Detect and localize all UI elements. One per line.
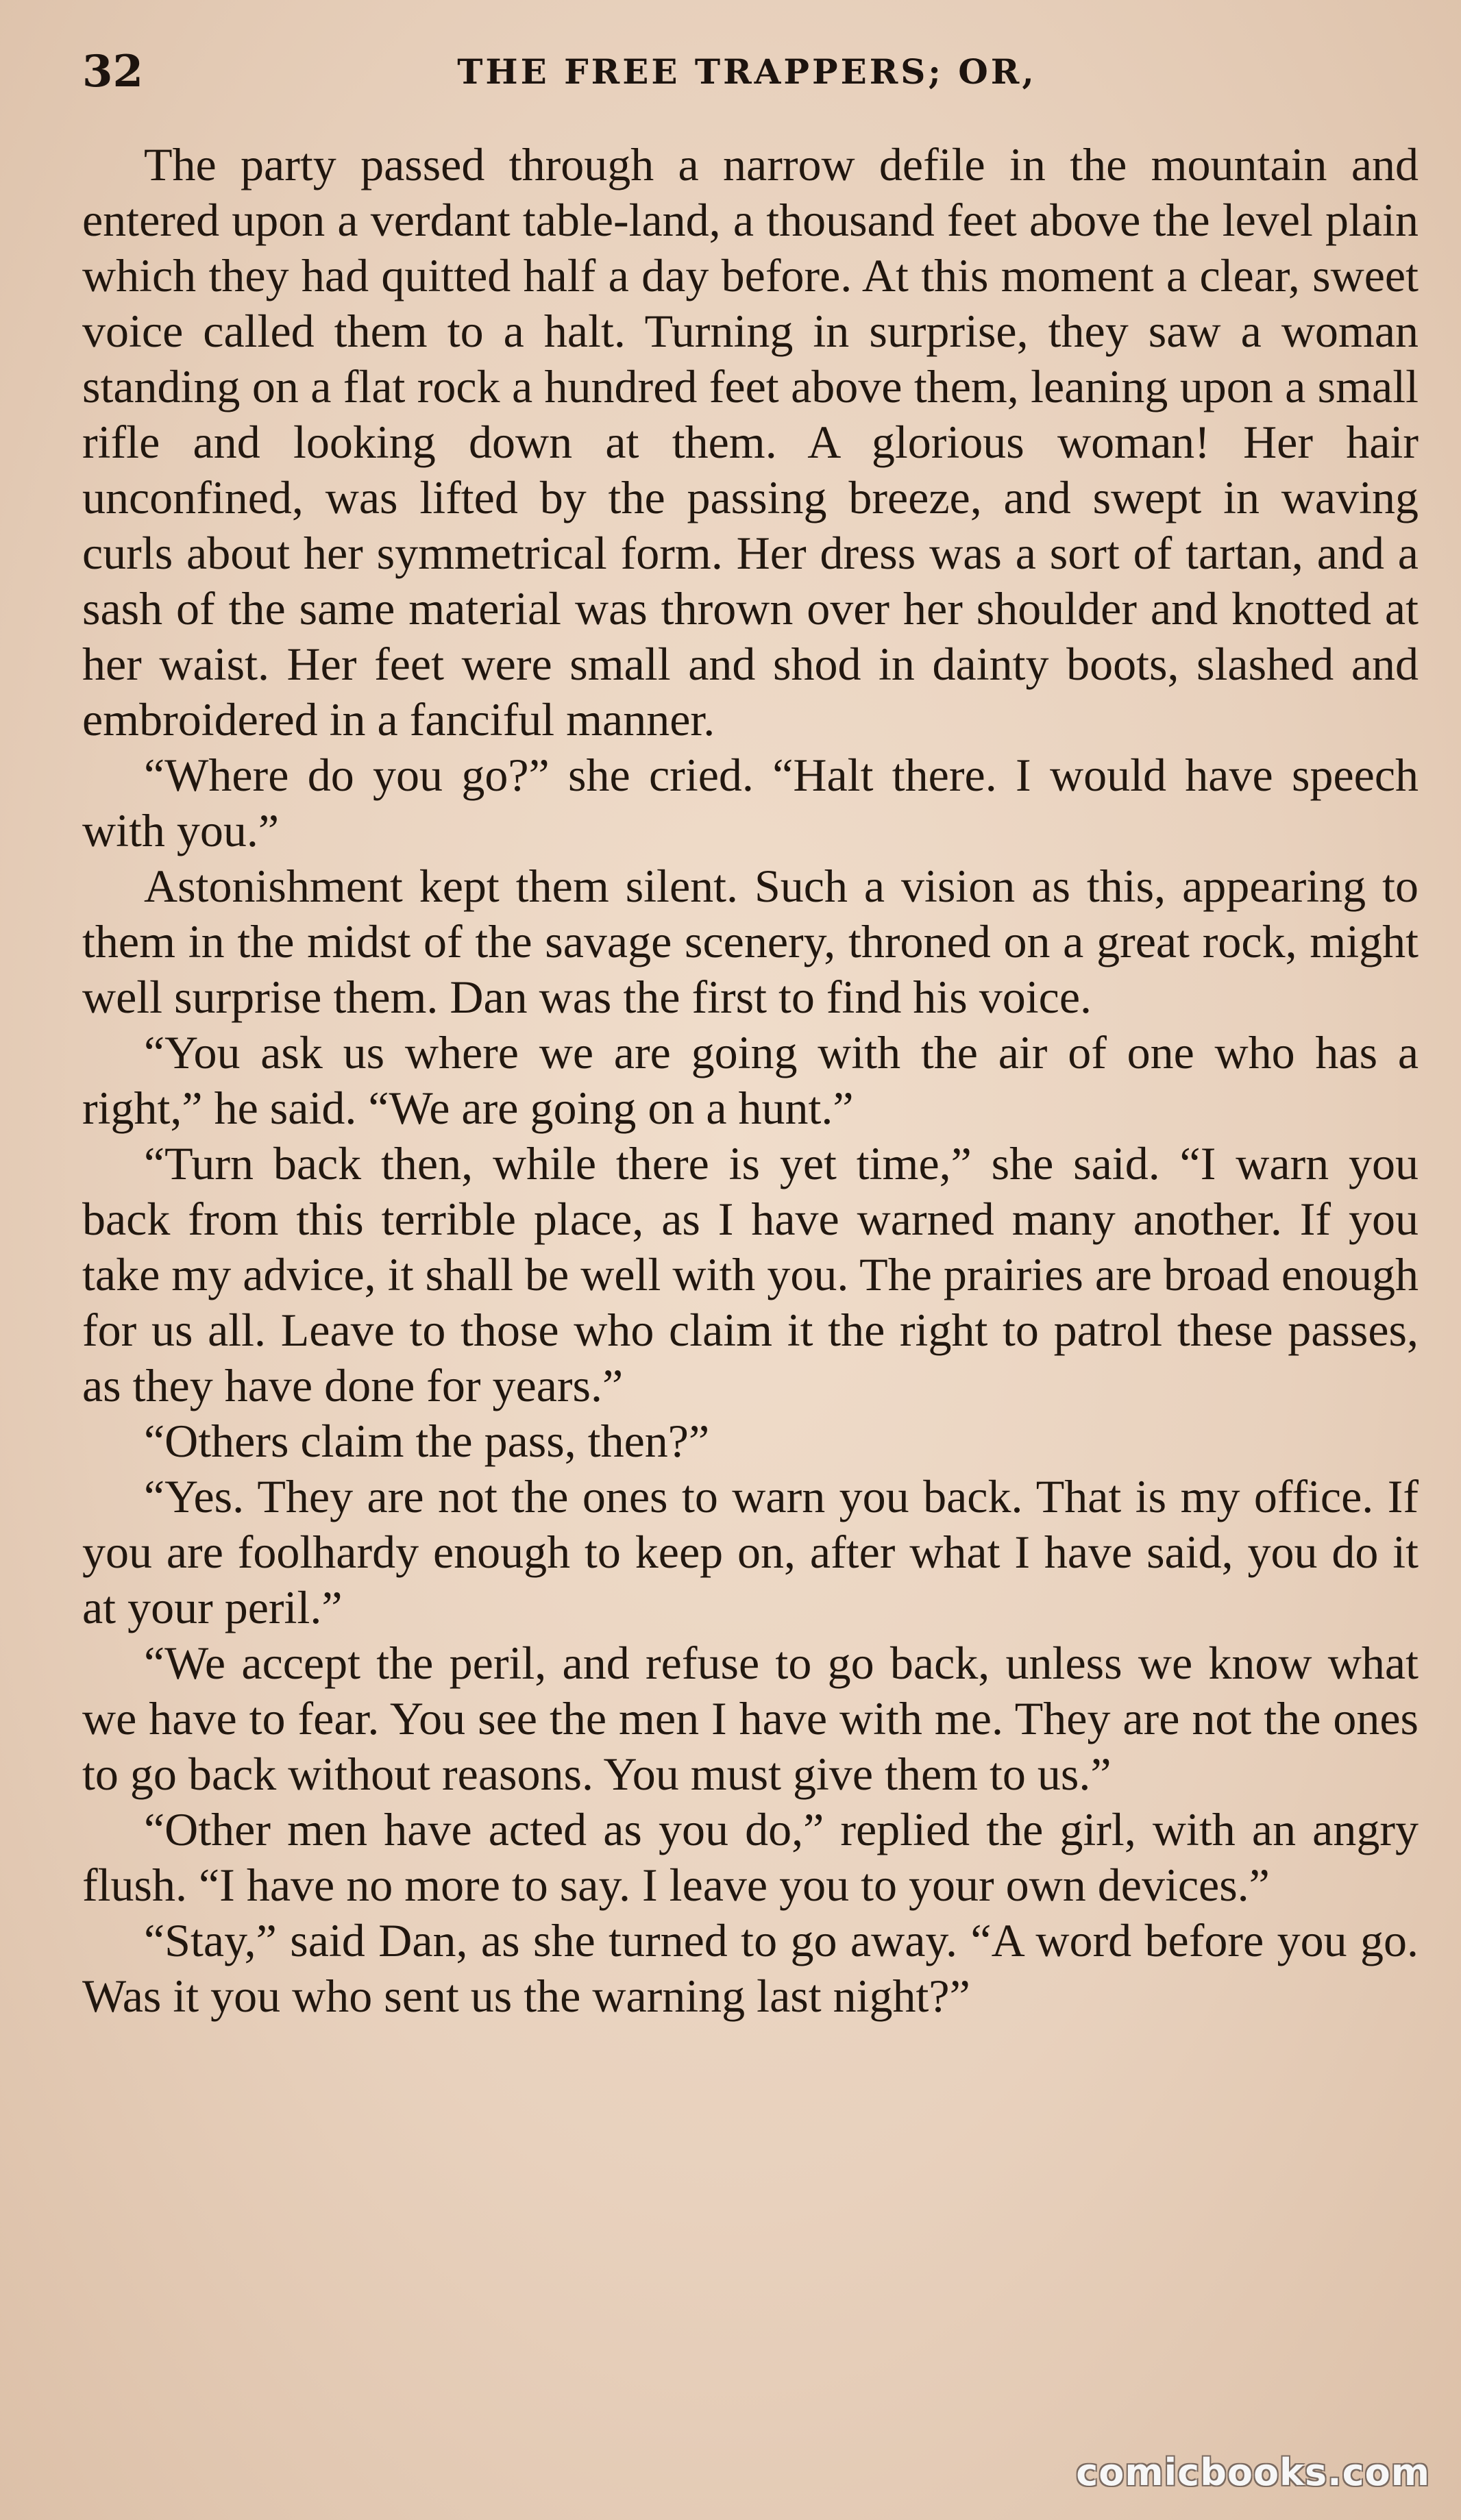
- page-header: [82, 34, 1412, 110]
- paragraph-2: “Where do you go?” she cried. “Halt there. I would have speech with you.”: [82, 749, 1419, 856]
- paragraph-5: “Turn back then, while there is yet time,” she said. “I warn you back from this terrible place, as I have warned many another. If you take my advice, it shall be well with you. The prairies are broad enough for us all. Leave to those who claim it the right to patrol these passes, as they have done for years.”: [82, 1137, 1419, 1411]
- watermark: comicbooks.com: [1076, 2451, 1430, 2494]
- running-head: THE FREE TRAPPERS; OR,: [457, 51, 1037, 92]
- body-text: [82, 137, 1419, 2024]
- paragraph-4: “You ask us where we are going with the air of one who has a right,” he said. “We are going on a hunt.”: [82, 1026, 1419, 1134]
- page-number: 32: [82, 46, 144, 97]
- paragraph-9: “Other men have acted as you do,” replied the girl, with an angry flush. “I have no more to say. I leave you to your own devices.”: [82, 1803, 1419, 1911]
- paragraph-8: “We accept the peril, and refuse to go back, unless we know what we have to fear. You see the men I have with me. They are not the ones to go back without reasons. You must give them to us.”: [82, 1637, 1419, 1800]
- paragraph-3: Astonishment kept them silent. Such a vision as this, appearing to them in the midst of the savage scenery, throned on a great rock, might well surprise them. Dan was the first to find his voice.: [82, 860, 1419, 1023]
- paragraph-6: “Others claim the pass, then?”: [144, 1415, 710, 1467]
- paragraph-10: “Stay,” said Dan, as she turned to go away. “A word before you go. Was it you who sent us the warning last night?”: [82, 1914, 1419, 2022]
- paragraph-7: “Yes. They are not the ones to warn you back. That is my office. If you are foolhardy enough to keep on, after what I have said, you do it at your peril.”: [82, 1470, 1419, 1633]
- paragraph-1: The party passed through a narrow defile in the mountain and entered upon a verdant table-land, a thousand feet above the level plain which they had quitted half a day before. At this moment a clear, sweet voice called them to a halt. Turning in surprise, they saw a woman standing on a flat rock a hundred feet above them, leaning upon a small rifle and looking down at them. A glorious woman! Her hair unconfined, was lifted by the passing breeze, and swept in waving curls about her symmetrical form. Her dress was a sort of tartan, and a sash of the same material was thrown over her shoulder and knotted at her waist. Her feet were small and shod in dainty boots, slashed and embroidered in a fanciful manner.: [82, 138, 1419, 745]
